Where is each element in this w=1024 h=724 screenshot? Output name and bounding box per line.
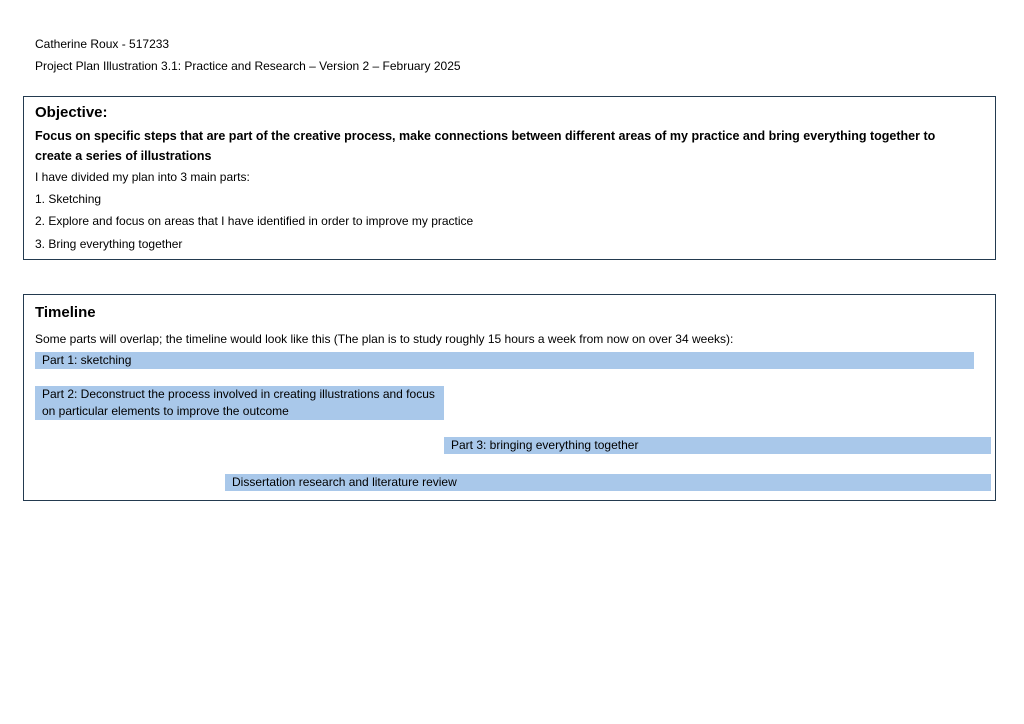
objective-focus-text: Focus on specific steps that are part of the creative process, make connections between different areas of my practice and bring everything together to create a series of illustrations — [35, 129, 936, 163]
author-name: Catherine Roux - 517233 — [35, 37, 170, 51]
plan-intro-text: I have divided my plan into 3 main parts: — [35, 170, 250, 184]
timeline-bar-deconstruct: Part 2: Deconstruct the process involved in creating illustrations and focus on particular elements to improve the outcome — [35, 386, 444, 420]
objective-heading: Objective: — [35, 104, 108, 121]
timeline-section — [23, 294, 996, 501]
timeline-bar-bringing-together: Part 3: bringing everything together — [444, 437, 991, 454]
plan-part-3: 3. Bring everything together — [35, 237, 183, 251]
plan-part-2: 2. Explore and focus on areas that I have identified in order to improve my practice — [35, 214, 474, 228]
plan-part-1: 1. Sketching — [35, 192, 102, 206]
timeline-bar-sketching: Part 1: sketching — [35, 352, 974, 369]
timeline-bar-dissertation: Dissertation research and literature review — [225, 474, 991, 491]
timeline-heading: Timeline — [35, 304, 96, 321]
timeline-intro-text: Some parts will overlap; the timeline would look like this (The plan is to study roughly 15 hours a week from now on over 34 weeks): — [35, 332, 734, 346]
document-title: Project Plan Illustration 3.1: Practice and Research – Version 2 – February 2025 — [35, 59, 461, 73]
objective-section — [23, 96, 996, 260]
